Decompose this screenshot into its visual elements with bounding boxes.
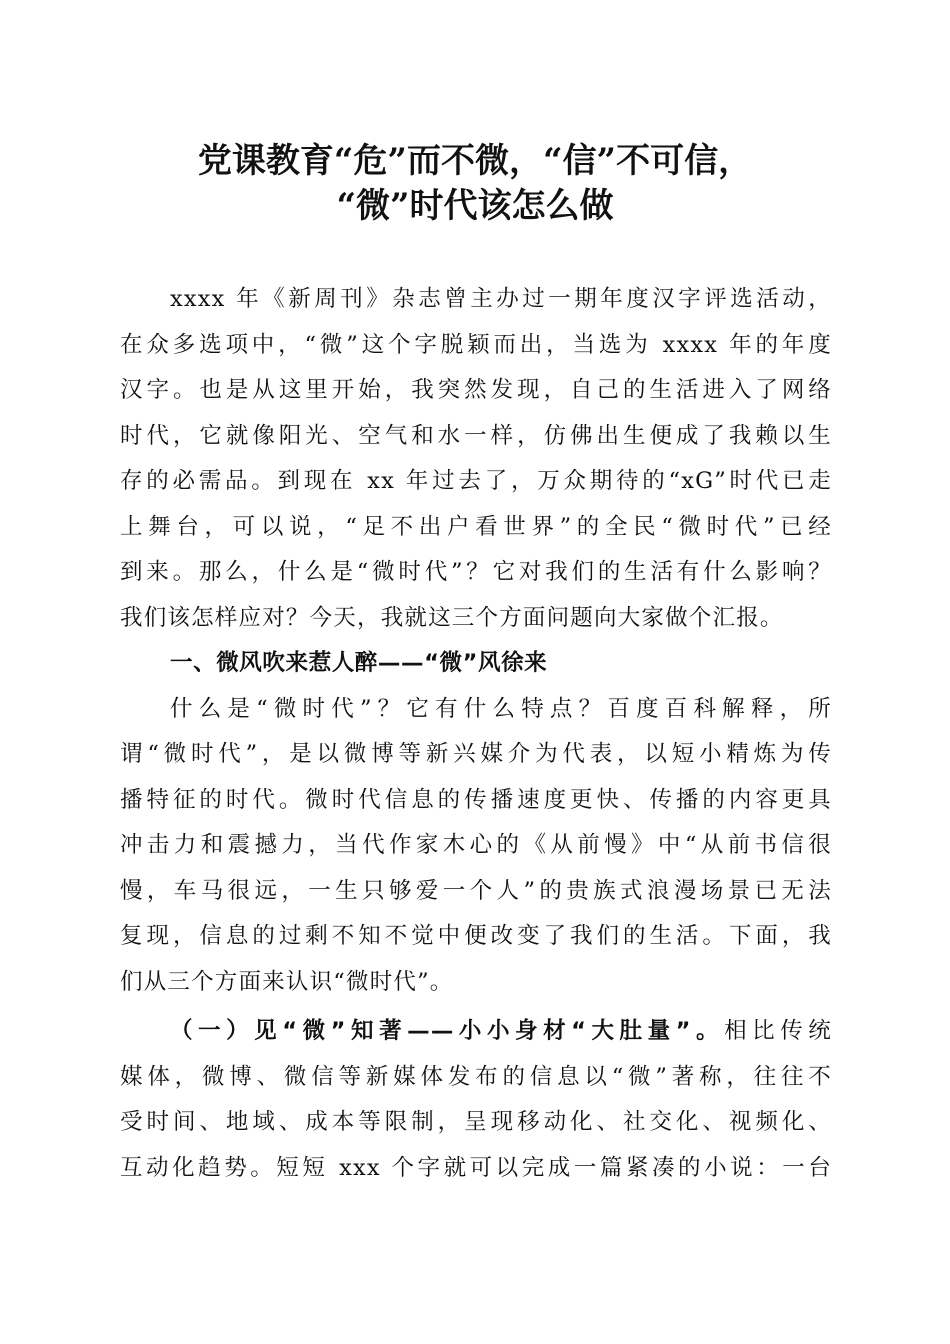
page-title-line-1: 党课教育“危”而不微，“信”不可信， — [197, 141, 753, 181]
paragraph-line: 慢，车马很远，一生只够爱一个人”的贵族式浪漫场景已无法 — [120, 877, 832, 904]
paragraph-line: 到来。那么，什么是“微时代”？它对我们的生活有什么影响？ — [120, 559, 832, 585]
paragraph-line: 存的必需品。到现在 xx 年过去了，万众期待的“xG”时代已走 — [120, 468, 832, 494]
paragraph-line: 受时间、地域、成本等限制，呈现移动化、社交化、视频化、 — [120, 1109, 832, 1135]
paragraph-line: 汉字。也是从这里开始，我突然发现，自己的生活进入了网络 — [120, 377, 832, 403]
subsection-heading: （一）见“微”知著——小小身材“大肚量”。 — [170, 1018, 725, 1044]
paragraph-line: 互动化趋势。短短 xxx 个字就可以完成一篇紧凑的小说：一台 — [120, 1154, 832, 1181]
page-title-line-2: “微”时代该怎么做 — [336, 186, 614, 226]
paragraph-line: 上舞台，可以说，“足不出户看世界”的全民“微时代”已经 — [120, 513, 832, 540]
subsection-first-line-rest: 相比传统 — [724, 1018, 832, 1044]
paragraph-line: 什么是“微时代”？它有什么特点？百度百科解释，所 — [170, 695, 832, 722]
paragraph-line: 冲击力和震撼力，当代作家木心的《从前慢》中“从前书信很 — [120, 832, 832, 858]
section-heading: 一、微风吹来惹人醉——“微”风徐来 — [170, 650, 548, 676]
paragraph-line: 在众多选项中，“微”这个字脱颖而出，当选为 xxxx 年的年度 — [120, 331, 832, 358]
subsection-first-line — [120, 1009, 832, 1055]
paragraph-line: 谓“微时代”，是以微博等新兴媒介为代表，以短小精炼为传 — [120, 741, 832, 767]
document-body — [120, 277, 832, 1191]
paragraph-line: 时代，它就像阳光、空气和水一样，仿佛出生便成了我赖以生 — [120, 422, 832, 449]
paragraph-line: 们从三个方面来认识“微时代”。 — [120, 968, 454, 995]
paragraph-line: 媒体，微博、微信等新媒体发布的信息以“微”著称，往往不 — [120, 1063, 832, 1090]
paragraph-line: 复现，信息的过剩不知不觉中便改变了我们的生活。下面，我 — [120, 923, 832, 949]
paragraph-line: xxxx 年《新周刊》杂志曾主办过一期年度汉字评选活动， — [170, 286, 832, 312]
paragraph-line: 我们该怎样应对？今天，我就这三个方面问题向大家做个汇报。 — [120, 604, 784, 631]
paragraph-line: 播特征的时代。微时代信息的传播速度更快、传播的内容更具 — [120, 786, 832, 813]
